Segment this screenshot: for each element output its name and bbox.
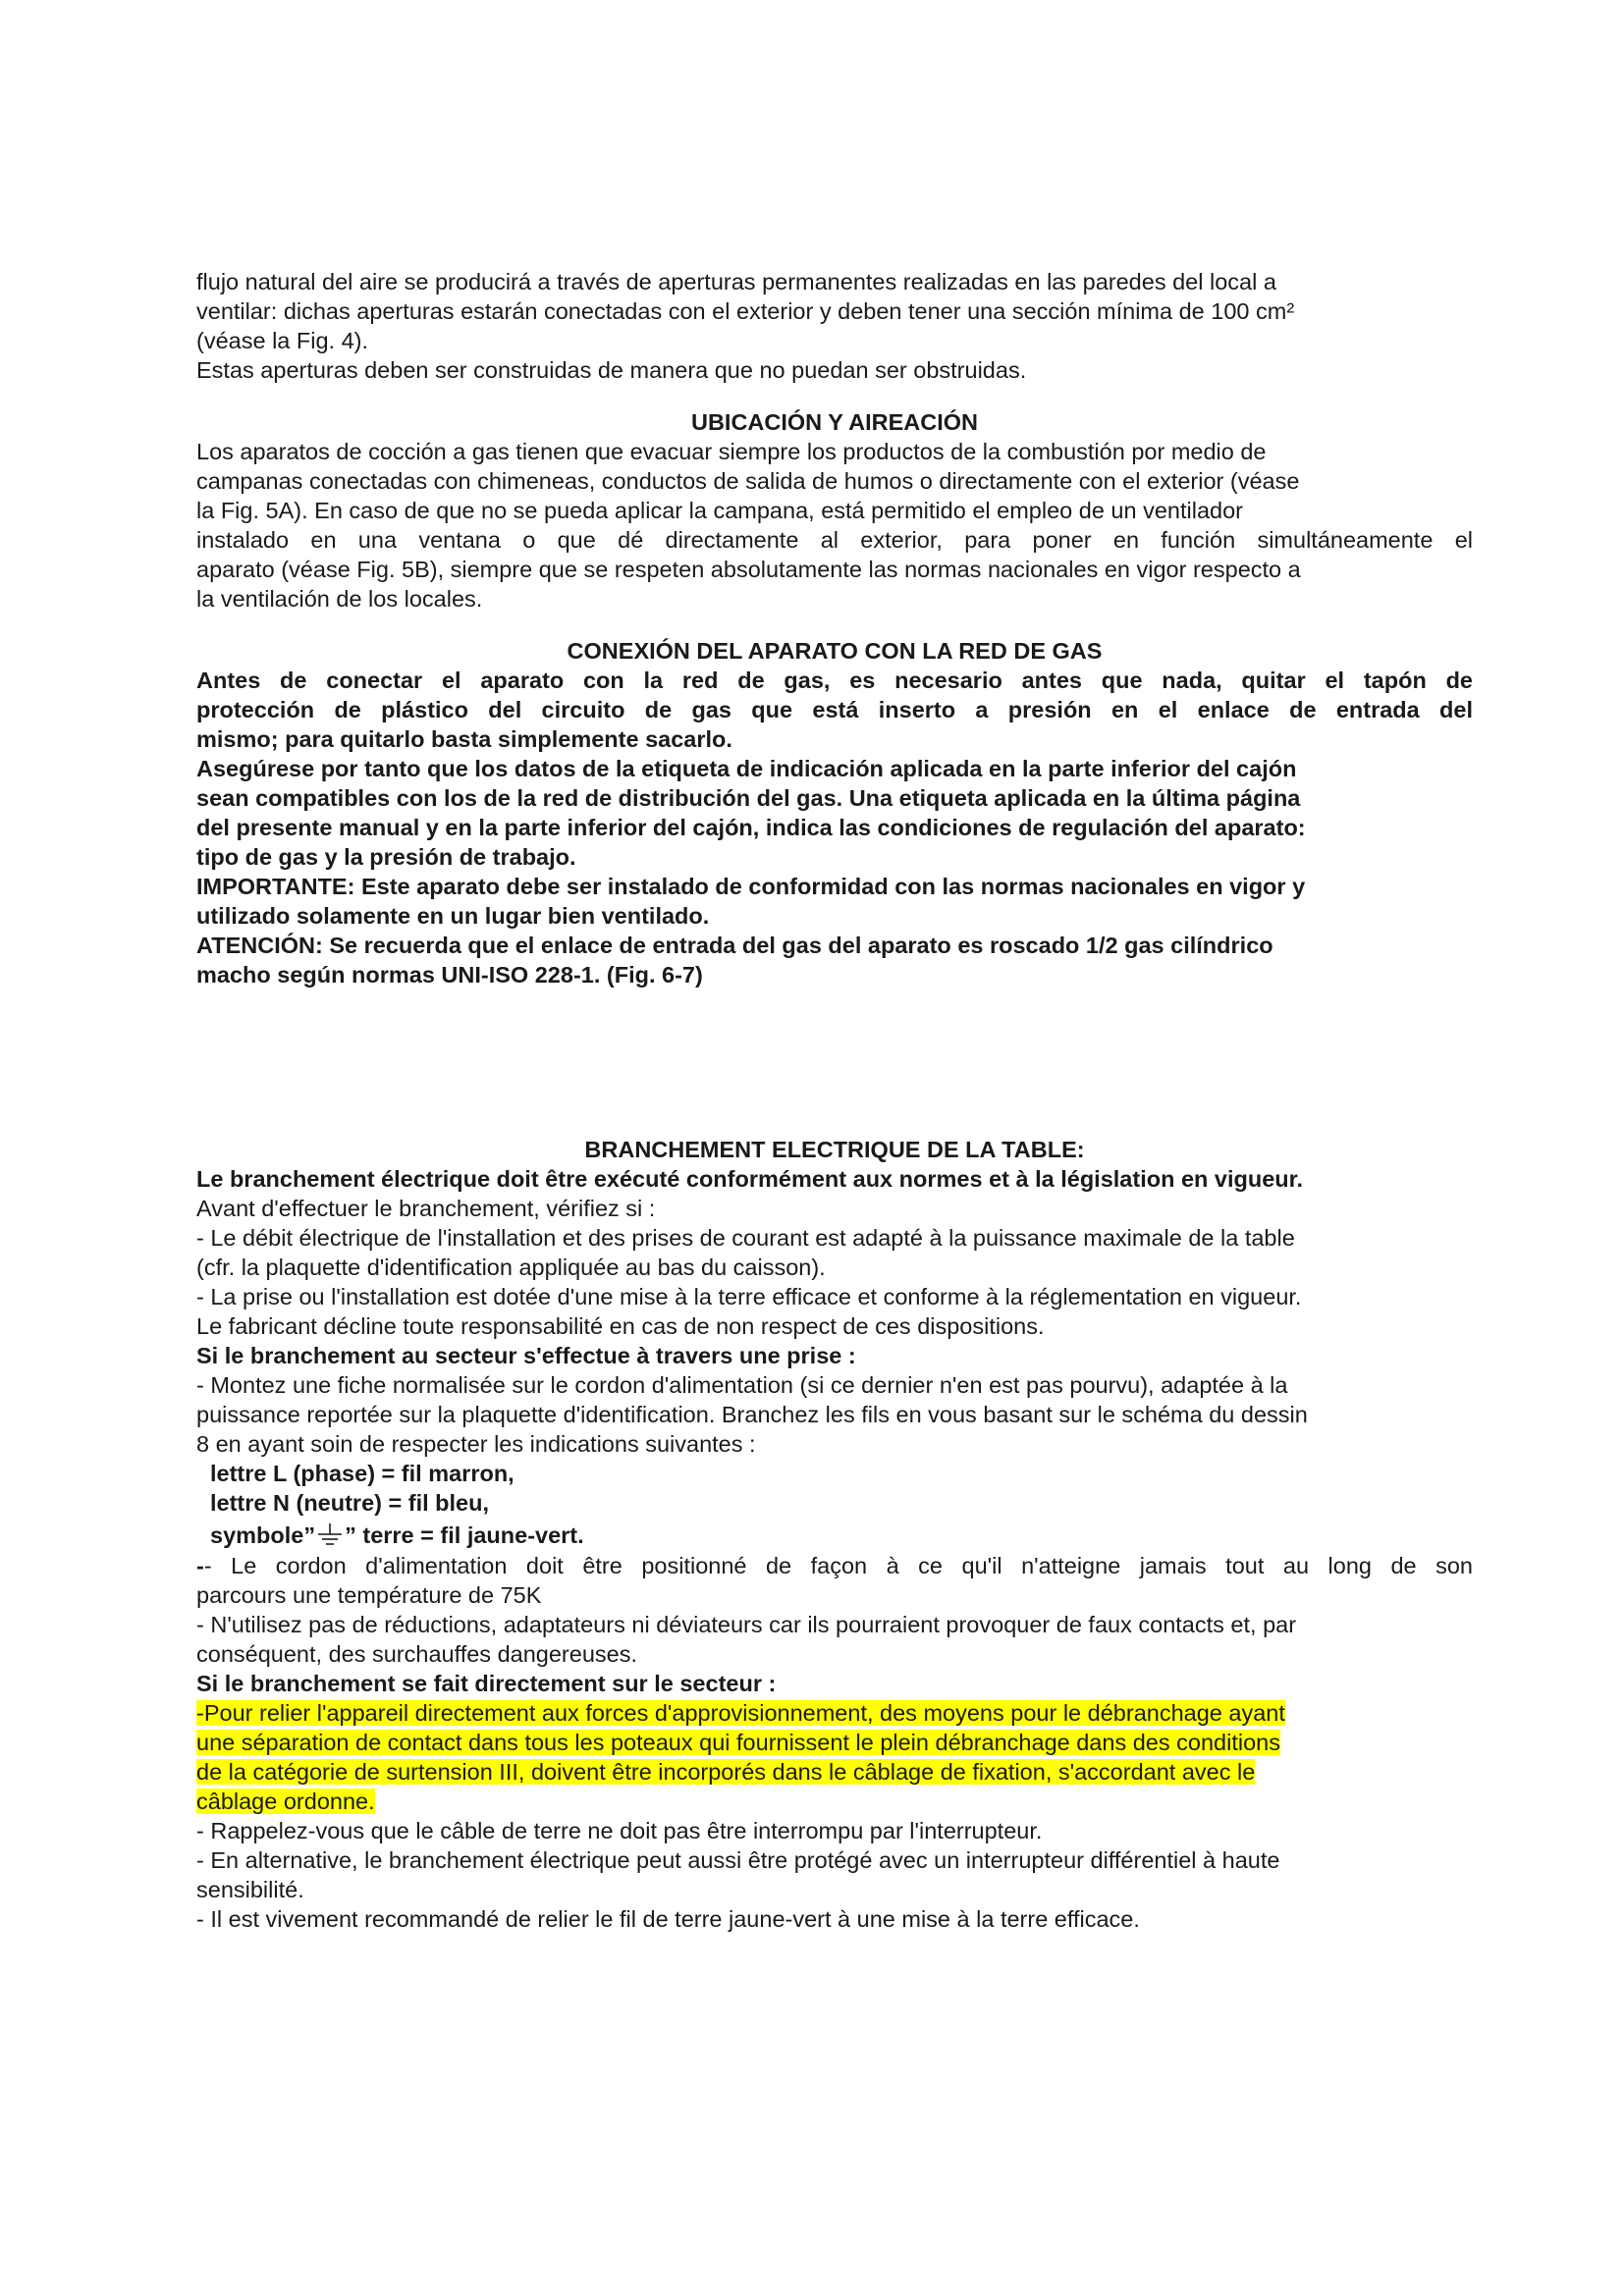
text-line: puissance reportée sur la plaquette d'identification. Branchez les fils en vous basant sur le schéma du dessin <box>196 1402 1308 1427</box>
text-line <box>196 1757 1473 1787</box>
highlighted-text: -Pour relier l'appareil directement aux forces d'approvisionnement, des moyens pour le débranchage ayant <box>196 1700 1285 1726</box>
intro-paragraph <box>196 267 1473 385</box>
text-line: Asegúrese por tanto que los datos de la etiqueta de indicación aplicada en la parte inferior del cajón <box>196 756 1297 781</box>
text-line: la ventilación de los locales. <box>196 586 483 612</box>
earth-symbol-icon <box>315 1523 345 1547</box>
text-line: (cfr. la plaquette d'identification appliquée au bas du caisson). <box>196 1255 826 1280</box>
subheading-prise: Si le branchement au secteur s'effectue à travers une prise : <box>196 1343 856 1368</box>
text-line: Antes de conectar el aparato con la red de gas, es necesario antes que nada, quitar el tapón de <box>196 667 1473 693</box>
text-line: ventilar: dichas aperturas estarán conectadas con el exterior y deben tener una sección mínima de 100 cm² <box>196 298 1295 324</box>
highlighted-text: de la catégorie de surtension III, doivent être incorporés dans le câblage de fixation, s'accordant avec le <box>196 1759 1256 1785</box>
text-line: - N'utilisez pas de réductions, adaptateurs ni déviateurs car ils pourraient provoquer de faux contacts et, par <box>196 1612 1297 1637</box>
subheading-secteur: Si le branchement se fait directement sur le secteur : <box>196 1671 777 1696</box>
text-line: ATENCIÓN: Se recuerda que el enlace de entrada del gas del aparato es roscado 1/2 gas cilíndrico <box>196 933 1273 958</box>
text-line: flujo natural del aire se producirá a través de aperturas permanentes realizadas en las paredes del local a <box>196 269 1276 294</box>
text-line: parcours une température de 75K <box>196 1582 542 1608</box>
lead-bold-line: Le branchement électrique doit être exécuté conformément aux normes et à la législation en vigueur. <box>196 1166 1304 1192</box>
text-line: macho según normas UNI-ISO 228-1. (Fig. 6-7) <box>196 962 703 988</box>
section-heading-ubicacion: UBICACIÓN Y AIREACIÓN <box>690 409 979 435</box>
text-line: Los aparatos de cocción a gas tienen que evacuar siempre los productos de la combustión por medio de <box>196 439 1267 464</box>
text-line: campanas conectadas con chimeneas, conductos de salida de humos o directamente con el exterior (véase <box>196 468 1300 494</box>
highlighted-text: câblage ordonne. <box>196 1789 375 1814</box>
text-line <box>196 1787 1473 1816</box>
ubicacion-paragraph <box>196 437 1473 614</box>
text-line: mismo; para quitarlo basta simplemente sacarlo. <box>196 726 732 752</box>
text-line: Estas aperturas deben ser construidas de manera que no puedan ser obstruidas. <box>196 357 1027 383</box>
section-heading-conexion: CONEXIÓN DEL APARATO CON LA RED DE GAS <box>567 638 1103 664</box>
text-line: protección de plástico del circuito de gas que está inserto a presión en el enlace de entrada del <box>196 697 1473 722</box>
text-line: (véase la Fig. 4). <box>196 328 369 353</box>
check-paragraph <box>196 1194 1473 1341</box>
cord-paragraph <box>196 1551 1473 1669</box>
highlighted-text: une séparation de contact dans tous les poteaux qui fournissent le plein débranchage dans des conditions <box>196 1730 1280 1755</box>
earth-prefix: symbole” <box>210 1522 316 1548</box>
prise-paragraph <box>196 1370 1473 1459</box>
text-line: instalado en una ventana o que dé directamente al exterior, para poner en función simultáneamente el <box>196 527 1473 553</box>
text-line: la Fig. 5A). En caso de que no se pueda aplicar la campana, está permitido el empleo de un ventilador <box>196 498 1243 523</box>
text-line: - Rappelez-vous que le câble de terre ne doit pas être interrompu par l'interrupteur. <box>196 1818 1043 1843</box>
text-line: IMPORTANTE: Este aparato debe ser instalado de conformidad con las normas nacionales en vigor y <box>196 874 1306 899</box>
text-line: - Il est vivement recommandé de relier le fil de terre jaune-vert à une mise à la terre efficace. <box>196 1906 1140 1932</box>
text-line: 8 en ayant soin de respecter les indications suivantes : <box>196 1431 756 1457</box>
text-line: sensibilité. <box>196 1877 304 1902</box>
document-page <box>196 267 1473 1934</box>
highlighted-paragraph <box>196 1698 1473 1816</box>
wire-phase: lettre L (phase) = fil marron, <box>210 1461 514 1486</box>
wire-list <box>196 1459 1473 1551</box>
conexion-paragraph <box>196 666 1473 989</box>
text-line <box>196 1728 1473 1757</box>
text-line: utilizado solamente en un lugar bien ventilado. <box>196 903 710 929</box>
text-line: tipo de gas y la presión de trabajo. <box>196 844 576 870</box>
text-line: Avant d'effectuer le branchement, vérifiez si : <box>196 1196 656 1221</box>
text-line: - Montez une fiche normalisée sur le cordon d'alimentation (si ce dernier n'en est pas pourvu), adaptée à la <box>196 1372 1288 1398</box>
wire-neutral: lettre N (neutre) = fil bleu, <box>210 1490 489 1516</box>
text-line: - La prise ou l'installation est dotée d'une mise à la terre efficace et conforme à la réglementation en vigueur. <box>196 1284 1302 1309</box>
section-heading-branchement: BRANCHEMENT ELECTRIQUE DE LA TABLE: <box>584 1137 1085 1162</box>
text-line: Le fabricant décline toute responsabilité en cas de non respect de ces dispositions. <box>196 1313 1045 1339</box>
text-line: aparato (véase Fig. 5B), siempre que se respeten absolutamente las normas nacionales en vigor respecto a <box>196 557 1301 582</box>
text-line: conséquent, des surchauffes dangereuses. <box>196 1641 637 1667</box>
text-line <box>196 1698 1473 1728</box>
earth-suffix: ” terre = fil jaune-vert. <box>345 1522 584 1548</box>
final-paragraph <box>196 1816 1473 1934</box>
text-line: - Le débit électrique de l'installation et des prises de courant est adapté à la puissance maximale de la table <box>196 1225 1295 1251</box>
text-line: - En alternative, le branchement électrique peut aussi être protégé avec un interrupteur différentiel à haute <box>196 1847 1280 1873</box>
text-line: sean compatibles con los de la red de distribución del gas. Una etiqueta aplicada en la última página <box>196 785 1301 811</box>
text-line: del presente manual y en la parte inferior del cajón, indica las condiciones de regulación del aparato: <box>196 815 1306 840</box>
text-line: -- Le cordon d'alimentation doit être positionné de façon à ce qu'il n'atteigne jamais tout au long de son <box>196 1553 1473 1578</box>
wire-earth <box>210 1518 1473 1551</box>
